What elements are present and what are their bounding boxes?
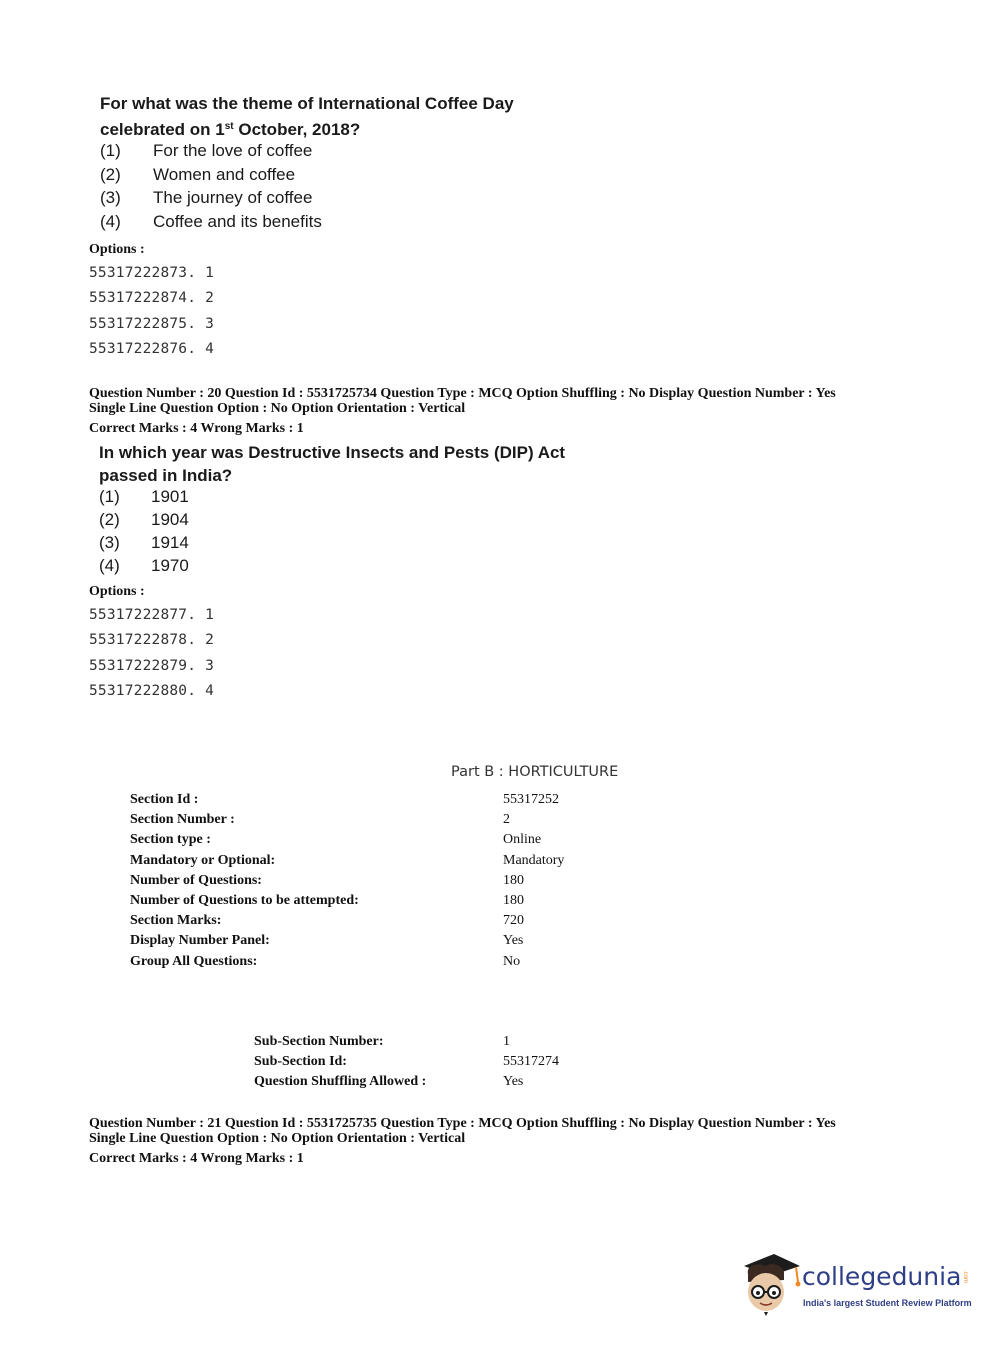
question-20-choice: (3) 1914	[99, 533, 189, 552]
sub-section-info-row: Question Shuffling Allowed : Yes	[254, 1074, 524, 1090]
collegedunia-logo	[740, 1248, 980, 1320]
question-20-marks: Correct Marks : 4 Wrong Marks : 1	[89, 421, 304, 436]
part-b-title: Part B : HORTICULTURE	[451, 764, 619, 780]
option-id: 55317222874. 2	[89, 290, 215, 307]
question-20-choice: (1) 1901	[99, 487, 189, 506]
question-20-choice: (4) 1970	[99, 556, 189, 575]
option-id: 55317222876. 4	[89, 340, 215, 357]
question-19-choice: (3) The journey of coffee	[100, 188, 313, 207]
question-19-choice: (1) For the love of coffee	[100, 141, 313, 160]
question-20-meta	[89, 386, 836, 436]
option-id: 55317222875. 3	[89, 315, 215, 332]
section-info-table	[130, 790, 564, 972]
question-20-stem-line-1: In which year was Destructive Insects and Pests (DIP) Act	[99, 443, 566, 462]
mascot-icon	[740, 1248, 802, 1318]
section-info-row: Number of Questions to be attempted: 180	[130, 892, 524, 908]
option-id: 55317222873. 1	[89, 265, 215, 281]
question-21-marks: Correct Marks : 4 Wrong Marks : 1	[89, 1151, 304, 1166]
logo-tagline: India's largest Student Review Platform	[803, 1298, 972, 1308]
question-19-stem-pre: celebrated on 1	[100, 120, 225, 139]
section-info-row: Display Number Panel: Yes	[130, 933, 524, 949]
section-info-row: Section type : Online	[130, 832, 542, 848]
question-19-stem-sup: st	[224, 121, 234, 132]
sub-section-info-row: Sub-Section Id: 55317274	[254, 1054, 559, 1070]
question-20-choices	[99, 485, 189, 577]
option-id: 55317222880. 4	[89, 682, 215, 699]
question-19-choice: (2) Women and coffee	[100, 164, 296, 184]
option-id: 55317222877. 1	[89, 607, 215, 623]
question-21-meta	[89, 1116, 836, 1166]
sub-section-info-table	[254, 1032, 559, 1093]
section-info-row: Group All Questions: No	[130, 953, 521, 969]
question-20-meta-line-1: Question Number : 20 Question Id : 5531725734 Question Type : MCQ Option Shuffling : No Display Question Number : Yes	[89, 386, 836, 401]
option-id: 55317222879. 3	[89, 657, 215, 674]
question-19-stem-line-1: For what was the theme of International Coffee Day	[100, 94, 514, 113]
section-info-row: Section Number : 2	[130, 812, 510, 828]
question-19-options-label: Options :	[89, 242, 145, 257]
logo-com: .com	[962, 1270, 968, 1284]
sub-section-info-row: Sub-Section Number: 1	[254, 1034, 510, 1049]
question-20-stem	[99, 441, 659, 487]
question-20-options-label: Options :	[89, 584, 145, 599]
logo-wordmark: collegedunia	[802, 1262, 962, 1291]
question-19-option-ids	[89, 261, 214, 362]
section-info-row: Section Id : 55317252	[130, 792, 559, 807]
question-20-option-ids	[89, 603, 214, 704]
question-20-stem-line-2: passed in India?	[99, 466, 233, 485]
option-id: 55317222878. 2	[89, 632, 215, 649]
question-21-meta-line-2: Single Line Question Option : No Option Orientation : Vertical	[89, 1131, 466, 1146]
question-20-choice: (2) 1904	[99, 510, 189, 529]
question-21-meta-line-1: Question Number : 21 Question Id : 5531725735 Question Type : MCQ Option Shuffling : No Display Question Number : Yes	[89, 1116, 836, 1131]
section-info-row: Mandatory or Optional: Mandatory	[130, 852, 565, 868]
section-info-row: Number of Questions: 180	[130, 872, 524, 888]
question-19-stem-post: October, 2018?	[233, 120, 361, 139]
section-info-row: Section Marks: 720	[130, 913, 524, 929]
question-19-stem-line-2	[100, 115, 620, 141]
question-19-choice: (4) Coffee and its benefits	[100, 211, 322, 231]
question-19-choices	[100, 139, 322, 233]
question-19-stem	[100, 92, 620, 141]
question-20-meta-line-2: Single Line Question Option : No Option Orientation : Vertical	[89, 401, 466, 416]
